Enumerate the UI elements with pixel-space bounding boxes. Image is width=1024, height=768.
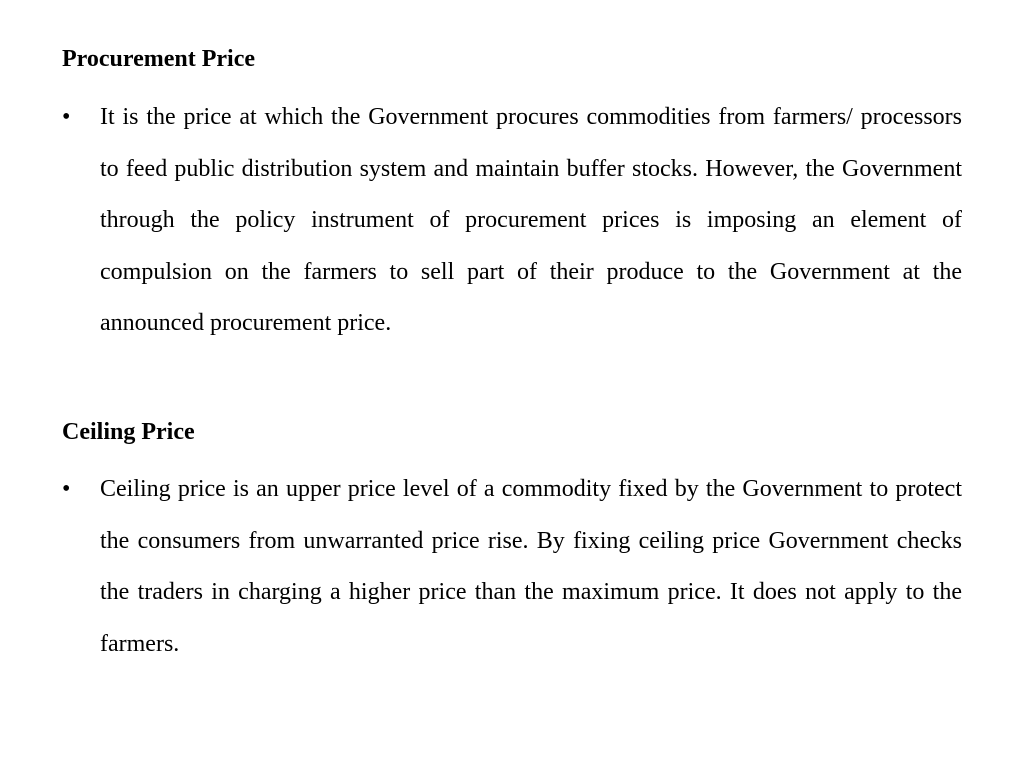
bullet-item-ceiling-price <box>62 464 962 670</box>
bullet-icon: • <box>62 104 71 130</box>
bullet-icon: • <box>62 476 71 502</box>
bullet-text-ceiling-price: Ceiling price is an upper price level of a commodity fixed by the Government to protect the consumers from unwarranted price rise. By fixing ceiling price Government checks the traders in charging a higher price than the maximum price. It does not apply to the farmers. <box>100 476 962 657</box>
bullet-text-procurement-price: It is the price at which the Government procures commodities from farmers/ processors to feed public distribution system and maintain buffer stocks. However, the Government through the policy instrument of procurement prices is imposing an element of compulsion on the farmers to sell part of their produce to the Government at the announced procurement price. <box>100 104 962 336</box>
section-heading-procurement-price: Procurement Price <box>62 46 256 72</box>
bullet-item-procurement-price <box>62 92 962 350</box>
section-heading-ceiling-price: Ceiling Price <box>62 419 195 445</box>
